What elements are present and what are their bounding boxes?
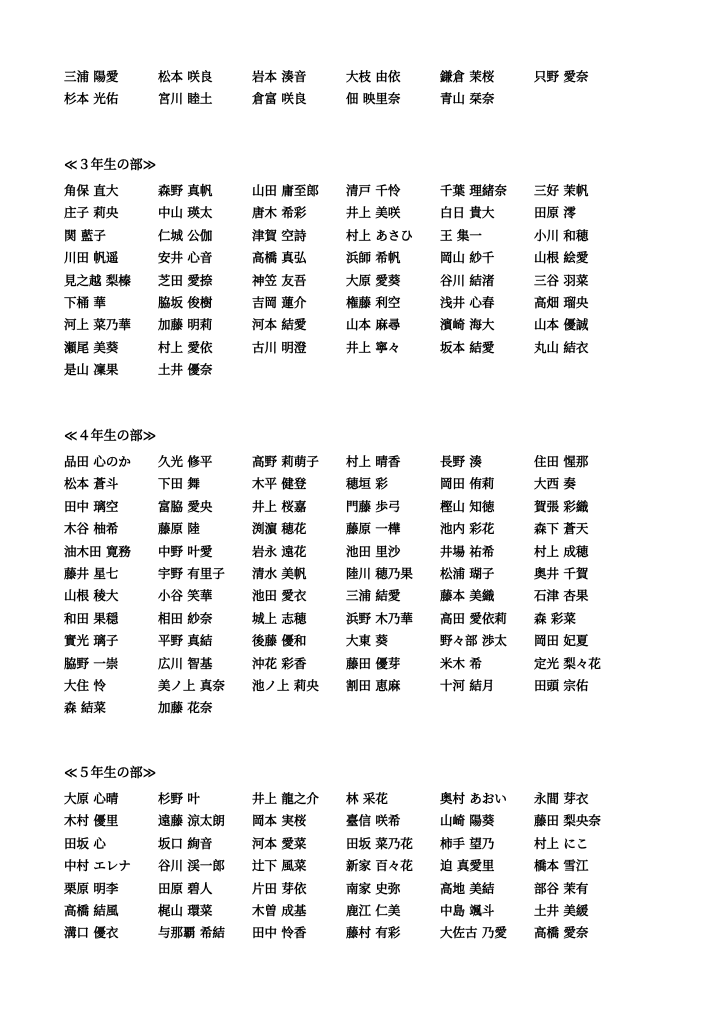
student-name: 沖花 彩香 — [252, 655, 307, 671]
student-name: 穂垣 彩 — [346, 476, 388, 492]
student-name: 青山 栞奈 — [440, 91, 495, 107]
student-name: 宇野 有里子 — [158, 565, 225, 581]
student-name: 権藤 利空 — [346, 294, 401, 310]
student-name: 井上 寧々 — [346, 339, 401, 355]
student-name: 永間 芽衣 — [534, 791, 589, 806]
student-name: 三浦 結愛 — [346, 588, 401, 604]
student-name: 木村 優里 — [64, 813, 119, 829]
student-name: 浜野 木乃華 — [346, 610, 413, 626]
student-name: 村上 あさひ — [346, 227, 413, 243]
student-name: 土井 美緩 — [534, 902, 589, 918]
student-name: 田原 澪 — [534, 205, 576, 221]
student-name: 池田 愛衣 — [252, 588, 307, 604]
section-top-names — [64, 66, 628, 111]
student-name: 谷川 渓一郎 — [158, 858, 225, 874]
student-name: 山本 麻尋 — [346, 317, 401, 333]
student-name: 佃 映里奈 — [346, 91, 401, 107]
student-name: 山本 優誠 — [534, 317, 589, 333]
name-grid — [64, 180, 628, 382]
student-name: 高橋 結風 — [64, 902, 119, 918]
student-name: 角保 直大 — [64, 183, 119, 198]
student-name: 唐木 希彩 — [252, 205, 307, 221]
student-name: 大西 奏 — [534, 476, 576, 492]
student-name: 神笠 友吾 — [252, 272, 307, 288]
student-name: 見之越 梨榛 — [64, 272, 131, 288]
student-name: 王 集一 — [440, 227, 482, 243]
student-name: 白日 貴大 — [440, 205, 495, 221]
student-name: 栗原 明李 — [64, 880, 119, 896]
student-name: 千葉 理緒奈 — [440, 183, 507, 198]
student-name: 橋本 雪江 — [534, 858, 589, 874]
student-name: 森 彩菜 — [534, 610, 576, 626]
student-name: 松本 咲良 — [158, 69, 213, 84]
student-name: 後藤 優和 — [252, 633, 307, 649]
student-name: 杉本 光佑 — [64, 91, 119, 107]
student-name: 中山 瑛太 — [158, 205, 213, 221]
student-name: 石津 杏果 — [534, 588, 589, 604]
student-name: 中島 颯斗 — [440, 902, 495, 918]
student-name: 相田 紗奈 — [158, 610, 213, 626]
student-name: 高橋 真弘 — [252, 250, 307, 266]
student-name: 松浦 瑚子 — [440, 565, 495, 581]
student-name: 井上 桜嘉 — [252, 498, 307, 514]
student-name: 井上 美咲 — [346, 205, 401, 221]
student-name: 宮川 睦土 — [158, 91, 213, 107]
student-name: 富脇 愛央 — [158, 498, 213, 514]
student-name: 賀張 彩織 — [534, 498, 589, 514]
student-name: 割田 恵麻 — [346, 677, 401, 693]
student-name: 坂口 絢音 — [158, 835, 213, 851]
student-name: 倉富 咲良 — [252, 91, 307, 107]
student-name: 与那覇 希結 — [158, 925, 225, 941]
student-name: 遠藤 涼太朗 — [158, 813, 225, 829]
student-name: 関 藍子 — [64, 227, 106, 243]
student-name: 加藤 花奈 — [158, 700, 213, 716]
student-name: 十河 結月 — [440, 677, 495, 693]
student-name: 野々部 渉太 — [440, 633, 507, 649]
section-heading: ≪３年生の部≫ — [64, 158, 157, 173]
student-name: 池田 里沙 — [346, 543, 401, 559]
student-name: 林 采花 — [346, 791, 388, 806]
student-name: 田原 碧人 — [158, 880, 213, 896]
section-grade-4 — [64, 426, 628, 720]
student-name: 清水 美帆 — [252, 565, 307, 581]
student-name: 河上 菜乃華 — [64, 317, 131, 333]
student-name: 和田 果穏 — [64, 610, 119, 626]
student-name: 山根 稜大 — [64, 588, 119, 604]
student-name: 池ノ上 莉央 — [252, 677, 319, 693]
student-name: 新家 百々花 — [346, 858, 413, 874]
student-name: 城上 志穂 — [252, 610, 307, 626]
student-name: 定光 梨々花 — [534, 655, 601, 671]
student-name: 坂本 結愛 — [440, 339, 495, 355]
student-name: 土井 優奈 — [158, 362, 213, 378]
student-name: 谷川 結渚 — [440, 272, 495, 288]
student-name: 中村 エレナ — [64, 858, 131, 874]
student-name: 藤田 梨央奈 — [534, 813, 601, 829]
student-name: 實光 璃子 — [64, 633, 119, 649]
section-grade-3 — [64, 155, 628, 382]
student-name: 井場 祐希 — [440, 543, 495, 559]
student-name: 米木 希 — [440, 655, 482, 671]
student-name: 只野 愛奈 — [534, 69, 589, 84]
student-name: 安井 心音 — [158, 250, 213, 266]
student-name: 田頭 宗佑 — [534, 677, 589, 693]
student-name: 大東 葵 — [346, 633, 388, 649]
student-name: 三谷 羽菜 — [534, 272, 589, 288]
student-name: 岩永 遠花 — [252, 543, 307, 559]
student-name: 加藤 明莉 — [158, 317, 213, 333]
student-name: 辻下 風菜 — [252, 858, 307, 874]
student-name: 岡田 侑莉 — [440, 476, 495, 492]
student-name: 井上 龍之介 — [252, 791, 319, 806]
student-name: 岡本 実桜 — [252, 813, 307, 829]
student-name: 梶山 環菜 — [158, 902, 213, 918]
student-name: 臺信 咲希 — [346, 813, 401, 829]
student-name: 鎌倉 茉桜 — [440, 69, 495, 84]
student-name: 藤井 星七 — [64, 565, 119, 581]
student-name: 岩本 湊音 — [252, 69, 307, 84]
student-name: 脇野 一崇 — [64, 655, 119, 671]
student-name: 藤田 優芽 — [346, 655, 401, 671]
student-name: 溝口 優衣 — [64, 925, 119, 941]
student-name: 河本 結愛 — [252, 317, 307, 333]
name-grid — [64, 66, 628, 111]
student-name: 高地 美結 — [440, 880, 495, 896]
student-name: 迫 真愛里 — [440, 858, 495, 874]
student-name: 山根 絵愛 — [534, 250, 589, 266]
section-heading: ≪４年生の部≫ — [64, 429, 157, 444]
student-name: 村上 にこ — [534, 835, 589, 851]
student-name: 大原 愛葵 — [346, 272, 401, 288]
student-name: 丸山 結衣 — [534, 339, 589, 355]
student-name: 浅井 心春 — [440, 294, 495, 310]
student-name: 吉岡 蓮介 — [252, 294, 307, 310]
student-name: 清戸 千怜 — [346, 183, 401, 198]
section-grade-5 — [64, 763, 628, 945]
student-name: 三浦 陽愛 — [64, 69, 119, 84]
student-name: 小川 和穂 — [534, 227, 589, 243]
student-name: 田坂 菜乃花 — [346, 835, 413, 851]
student-name: 森野 真帆 — [158, 183, 213, 198]
student-name: 渕濵 穂花 — [252, 521, 307, 537]
student-name: 田坂 心 — [64, 835, 106, 851]
student-name: 美ノ上 真奈 — [158, 677, 225, 693]
student-name: 古川 明澄 — [252, 339, 307, 355]
name-grid — [64, 451, 628, 720]
student-name: 仁城 公伽 — [158, 227, 213, 243]
student-name: 藤本 美織 — [440, 588, 495, 604]
student-name: 中野 叶愛 — [158, 543, 213, 559]
student-name: 山田 庸至郎 — [252, 183, 319, 198]
student-name: 村上 成穂 — [534, 543, 589, 559]
student-name: 部谷 茉有 — [534, 880, 589, 896]
student-name: 津賀 空詩 — [252, 227, 307, 243]
student-name: 大枝 由依 — [346, 69, 401, 84]
student-name: 村上 愛依 — [158, 339, 213, 355]
student-name: 藤原 一樺 — [346, 521, 401, 537]
student-name: 下田 舞 — [158, 476, 200, 492]
student-name: 大住 怜 — [64, 677, 106, 693]
student-name: 芝田 愛捺 — [158, 272, 213, 288]
student-name: 木谷 柚希 — [64, 521, 119, 537]
student-name: 山崎 陽葵 — [440, 813, 495, 829]
student-name: 藤原 陸 — [158, 521, 200, 537]
section-heading: ≪５年生の部≫ — [64, 766, 157, 781]
student-name: 高野 莉萌子 — [252, 454, 319, 469]
student-name: 大佐古 乃愛 — [440, 925, 507, 941]
student-name: 住田 惺那 — [534, 454, 589, 469]
student-name: 田中 怜香 — [252, 925, 307, 941]
student-name: 浜師 希帆 — [346, 250, 401, 266]
student-name: 池内 彩花 — [440, 521, 495, 537]
student-name: 樫山 知徳 — [440, 498, 495, 514]
student-name: 脇坂 俊樹 — [158, 294, 213, 310]
student-name: 久光 修平 — [158, 454, 213, 469]
student-name: 木平 健登 — [252, 476, 307, 492]
student-name: 岡田 妃夏 — [534, 633, 589, 649]
student-name: 森 結菜 — [64, 700, 106, 716]
student-name: 田中 璃空 — [64, 498, 119, 514]
student-name: 高田 愛依莉 — [440, 610, 507, 626]
student-name: 奥井 千賀 — [534, 565, 589, 581]
student-name: 鹿江 仁美 — [346, 902, 401, 918]
student-name: 陸川 穂乃果 — [346, 565, 413, 581]
student-name: 森下 蒼天 — [534, 521, 589, 537]
student-name: 広川 智基 — [158, 655, 213, 671]
student-name: 松本 蒼斗 — [64, 476, 119, 492]
student-name: 門藤 歩弓 — [346, 498, 401, 514]
student-name: 瀬尾 美葵 — [64, 339, 119, 355]
student-name: 岡山 紗千 — [440, 250, 495, 266]
student-name: 南家 史弥 — [346, 880, 401, 896]
student-name: 高畑 瑠央 — [534, 294, 589, 310]
student-name: 是山 凜果 — [64, 362, 119, 378]
student-name: 長野 湊 — [440, 454, 482, 469]
student-name: 高橋 愛奈 — [534, 925, 589, 941]
student-name: 濱崎 海大 — [440, 317, 495, 333]
student-name: 河本 愛菜 — [252, 835, 307, 851]
student-name: 油木田 寛務 — [64, 543, 131, 559]
student-name: 庄子 莉央 — [64, 205, 119, 221]
student-name: 藤村 有彩 — [346, 925, 401, 941]
student-name: 大原 心晴 — [64, 791, 119, 806]
student-name: 村上 晴香 — [346, 454, 401, 469]
student-name: 川田 帆遥 — [64, 250, 119, 266]
name-grid — [64, 788, 628, 945]
student-name: 杉野 叶 — [158, 791, 200, 806]
student-name: 下桶 華 — [64, 294, 106, 310]
student-name: 三好 茉帆 — [534, 183, 589, 198]
student-name: 柿手 望乃 — [440, 835, 495, 851]
student-name: 片田 芽依 — [252, 880, 307, 896]
student-name: 奥村 あおい — [440, 791, 507, 806]
student-name: 品田 心のか — [64, 454, 131, 469]
student-name: 木曽 成基 — [252, 902, 307, 918]
student-name: 平野 真結 — [158, 633, 213, 649]
student-name: 小谷 笑華 — [158, 588, 213, 604]
